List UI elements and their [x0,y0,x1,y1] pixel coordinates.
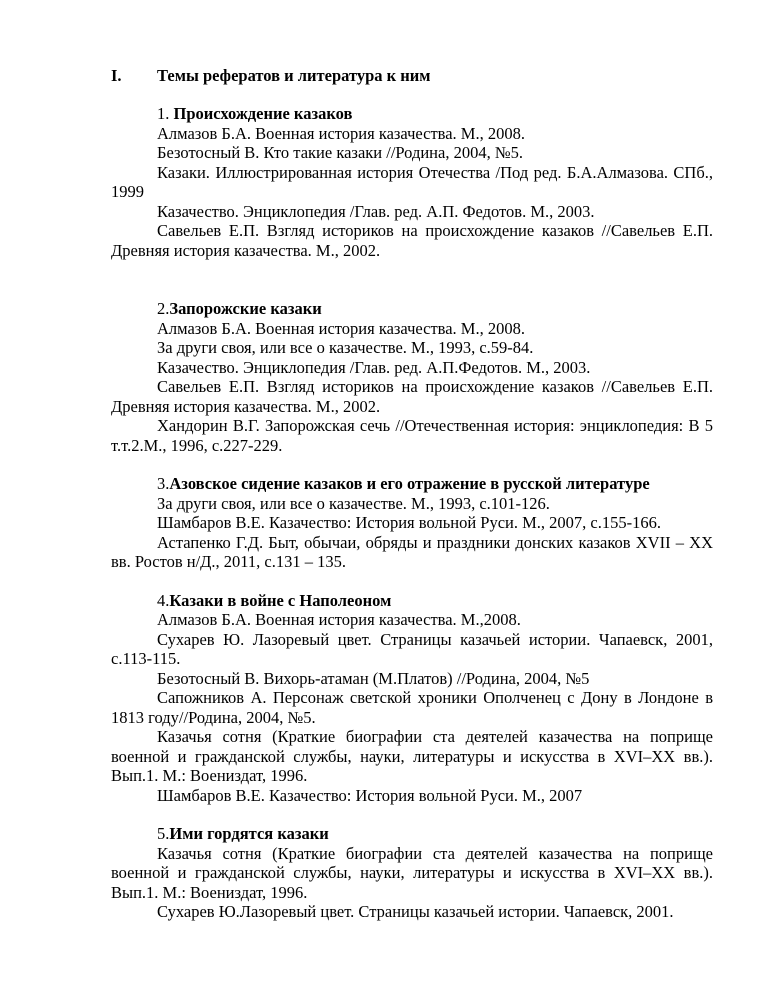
heading-number: I. [111,66,122,85]
bibliography-entry: Алмазов Б.А. Военная история казачества. М., 2008. [157,123,525,143]
spacer [111,572,713,591]
spacer [111,260,713,299]
section-3 [111,474,713,572]
bibliography-entry: Казачья сотня (Краткие биографии ста деятелей казачества на поприще военной и гражданской службы, науки, литературы и искусства в XVI–XX вв.). Вып.1. М.: Воениздат, 1996. [111,727,713,785]
bibliography-entry: Алмазов Б.А. Военная история казачества. М.,2008. [157,610,521,629]
spacer [111,805,713,824]
section-number: 4. [157,590,170,610]
section-title [111,591,713,611]
bibliography-entry: Шамбаров В.Е. Казачество: История вольной Руси. М., 2007, с.155-166. [157,513,661,532]
bibliography-entry: Сухарев Ю.Лазоревый цвет. Страницы казачьей истории. Чапаевск, 2001. [157,902,674,921]
bibliography-entry: Казачество. Энциклопедия /Глав. ред. А.П. Федотов. М., 2003. [157,201,595,221]
section-title-text: Ими гордятся казаки [169,824,329,843]
section-number: 1. [157,104,174,123]
bibliography-entry: Казаки. Иллюстрированная история Отечества /Под ред. Б.А.Алмазова. СПб., 1999 [111,162,713,201]
bibliography-entry: Шамбаров В.Е. Казачество: История вольной Руси. М., 2007 [157,785,583,805]
bibliography-entry: Хандорин В.Г. Запорожская сечь //Отечественная история: энциклопедия: В 5 т.т.2.М., 1996, с.227-229. [111,416,713,455]
spacer [111,455,713,474]
bibliography-entry: Безотосный В. Кто такие казаки //Родина, 2004, №5. [157,143,523,162]
section-title [111,104,713,124]
bibliography-entry: Астапенко Г.Д. Быт, обычаи, обряды и праздники донских казаков XVII – XX вв. Ростов н/Д., 2011, с.131 – 135. [111,532,713,571]
bibliography-entry: Казачество. Энциклопедия /Глав. ред. А.П.Федотов. М., 2003. [157,357,591,377]
section-title [111,824,713,844]
bibliography-entry: Алмазов Б.А. Военная история казачества. М., 2008. [157,318,525,338]
section-title-text: Казаки в войне с Наполеоном [169,590,392,610]
section-title [111,299,713,319]
bibliography-entry: Казачья сотня (Краткие биографии ста деятелей казачества на поприще военной и гражданской службы, науки, литературы и искусства в XVI–XX вв.). Вып.1. М.: Воениздат, 1996. [111,843,713,902]
document-heading [111,66,713,86]
bibliography-entry: Сапожников А. Персонаж светской хроники Ополченец с Дону в Лондоне в 1813 году//Родина, 2004, №5. [111,688,713,727]
section-title [111,474,713,494]
heading-title: Темы рефератов и литература к ним [157,66,431,85]
section-2 [111,299,713,455]
section-1 [111,104,713,260]
document-page [111,66,713,922]
section-title-text: Запорожские казаки [169,299,322,318]
bibliography-entry: Савельев Е.П. Взгляд историков на происхождение казаков //Савельев Е.П. Древняя история казачества. М., 2002. [111,377,713,416]
bibliography-entry: За други своя, или все о казачестве. М., 1993, с.101-126. [157,493,550,513]
section-number: 5. [157,824,170,843]
bibliography-entry: Сухарев Ю. Лазоревый цвет. Страницы казачьей истории. Чапаевск, 2001, с.113-115. [111,629,713,668]
bibliography-entry: Савельев Е.П. Взгляд историков на происхождение казаков //Савельев Е.П. Древняя история казачества. М., 2002. [111,221,713,260]
bibliography-entry: Безотосный В. Вихорь-атаман (М.Платов) //Родина, 2004, №5 [157,668,590,688]
section-number: 3. [157,474,170,493]
bibliography-entry: За други своя, или все о казачестве. М., 1993, с.59-84. [157,338,534,357]
section-title-text: Происхождение казаков [173,104,353,123]
section-title-text: Азовское сидение казаков и его отражение в русской литературе [169,474,650,493]
section-5 [111,824,713,922]
section-4 [111,591,713,806]
section-number: 2. [157,299,170,318]
